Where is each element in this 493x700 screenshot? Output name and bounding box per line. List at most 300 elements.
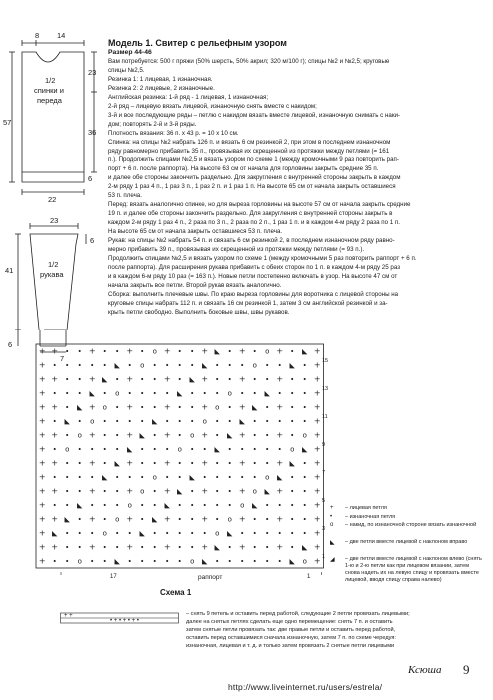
chart-cell: •: [215, 487, 220, 496]
chart-cell: +: [163, 430, 171, 440]
chart-cell: •: [115, 347, 120, 356]
chart-cell: •: [165, 473, 170, 482]
chart-cell: •: [190, 459, 195, 468]
chart-col-start: 17: [110, 574, 117, 580]
chart-cell: •: [77, 543, 82, 552]
chart-cell: +: [313, 444, 321, 454]
chart-cell: •: [115, 487, 120, 496]
chart-cell: ◣: [227, 431, 233, 440]
chart-cell: •: [140, 445, 145, 454]
instruction-line: Вам потребуется: 500 г пряжи (50% шерсть, 50% акрил; 320 м/100 г); спицы №2 и №2,5; круговые: [108, 58, 390, 65]
chart-row-number: 3: [322, 526, 326, 532]
pattern-diagrams: [0, 0, 108, 330]
stitch-chart: [30, 340, 333, 575]
chart-cell: +: [313, 528, 321, 538]
chart-cell: •: [177, 403, 182, 412]
chart-cell: •: [190, 487, 195, 496]
chart-row-number: 1: [322, 554, 326, 560]
chart-cell: o: [302, 431, 307, 440]
chart-cell: •: [165, 361, 170, 370]
chart-cell: o: [240, 501, 245, 510]
chart-cell: ◣: [139, 529, 145, 538]
chart-cell: •: [215, 417, 220, 426]
chart-cell: +: [201, 486, 209, 496]
chart-cell: •: [302, 501, 307, 510]
chart-cell: •: [65, 459, 70, 468]
chart-cell: •: [227, 417, 232, 426]
cable-note-line: оставить перед оставшимися сначала изнаночную, затем 7 п. по схеме чередуя:: [186, 635, 396, 641]
chart-cell: •: [190, 403, 195, 412]
chart-cell: •: [277, 445, 282, 454]
legend-text: – две петли вместе лицевой с наклоном влево (снять 1-ю и 2-ю петли как при лицевом вязании, затем снова надеть их на левую спицу и провязать вместе лицевой, вводя спицу справа налево): [345, 556, 482, 583]
chart-cell: ◣: [302, 347, 308, 356]
chart-cell: ◣: [239, 417, 245, 426]
chart-cell: +: [313, 472, 321, 482]
chart-cell: •: [115, 431, 120, 440]
chart-cell: •: [177, 375, 182, 384]
chart-cell: +: [163, 514, 171, 524]
chart-cell: +: [126, 486, 134, 496]
chart-cell: +: [313, 458, 321, 468]
chart-cell: o: [215, 403, 220, 412]
chart-cell: o: [265, 473, 270, 482]
chart-cell: •: [65, 361, 70, 370]
chart-cell: •: [140, 347, 145, 356]
chart-cell: +: [38, 542, 46, 552]
chart-cell: ◣: [164, 501, 170, 510]
chart-cell: •: [240, 389, 245, 398]
chart-cell: +: [38, 416, 46, 426]
cable-note-line: далее на снятых петлях сделать еще одно перемещение: снять 7 п. и оставить: [186, 619, 393, 625]
chart-cell: •: [227, 501, 232, 510]
chart-cell: +: [88, 346, 96, 356]
chart-cell: •: [290, 487, 295, 496]
chart-cell: +: [38, 500, 46, 510]
chart-cell: •: [227, 403, 232, 412]
instruction-line: Резинка 1: 1 лицевая, 1 изнаночная.: [108, 75, 213, 83]
chart-row-number: 7: [322, 470, 326, 476]
chart-cell: •: [227, 375, 232, 384]
chart-cell: •: [77, 445, 82, 454]
chart-cell: •: [290, 389, 295, 398]
chart-cell: •: [102, 459, 107, 468]
chart-cell: o: [102, 529, 107, 538]
instruction-line: Плотность вязания: 36 п. х 43 р. = 10 х 10 см.: [108, 129, 239, 137]
chart-cell: •: [202, 445, 207, 454]
chart-cell: +: [88, 486, 96, 496]
chart-cell: +: [38, 514, 46, 524]
instruction-line: Английская резинка: 1-й ряд - 1 лицевая, 1 изнаночная;: [108, 93, 269, 101]
chart-cell: •: [152, 389, 157, 398]
chart-cell: •: [215, 557, 220, 566]
chart-cell: •: [252, 375, 257, 384]
chart-cell: •: [65, 347, 70, 356]
chart-cell: +: [163, 458, 171, 468]
instruction-line: 53 п. плеча.: [108, 192, 142, 200]
chart-cell: •: [202, 473, 207, 482]
chart-cell: +: [51, 542, 59, 552]
chart-cell: •: [115, 543, 120, 552]
chart-cell: •: [152, 431, 157, 440]
chart-cell: •: [302, 487, 307, 496]
chart-cell: •: [252, 445, 257, 454]
chart-cell: •: [177, 557, 182, 566]
instruction-line: крыть петли свободно. Выполнить боковые швы, швы рукавов.: [108, 308, 290, 316]
chart-cell: •: [302, 515, 307, 524]
legend-symbol: ◣: [330, 540, 335, 546]
chart-cell: •: [65, 557, 70, 566]
chart-cell: •: [265, 557, 270, 566]
chart-cell: •: [227, 473, 232, 482]
chart-cell: •: [140, 375, 145, 384]
chart-cell: +: [38, 346, 46, 356]
chart-cell: ◣: [252, 403, 258, 412]
chart-cell: ◣: [102, 375, 108, 384]
chart-cell: •: [52, 417, 57, 426]
dim-body-right-bottom: 36: [88, 128, 97, 137]
instruction-line: Спинка: на спицы №2 набрать 126 п. и вязать 6 см резинкой 2, при этом в последнем изнаночном: [108, 138, 391, 146]
chart-cell: ◣: [152, 417, 158, 426]
instruction-line: Сборка: выполнить плечевые швы. По краю выреза горловины для воротника с лицевой стороны на: [108, 290, 399, 298]
chart-cell: +: [126, 430, 134, 440]
chart-cell: •: [102, 389, 107, 398]
chart-cell: +: [51, 346, 59, 356]
chart-cell: ◣: [214, 445, 220, 454]
chart-cell: o: [77, 557, 82, 566]
body-outline: [22, 52, 84, 182]
chart-rapport: раппорт: [198, 574, 223, 581]
chart-cell: •: [152, 403, 157, 412]
instruction-line: каждом 2-м ряду 1 раз 4 п., 2 раза по 3 п., 2 раза по 2 п., 1 раз 1 п. и в каждом 4-м ряду 2 раза по 1 п.: [108, 219, 401, 227]
chart-cell: +: [126, 542, 134, 552]
chart-cell: •: [277, 389, 282, 398]
chart-cell: ◣: [202, 557, 208, 566]
chart-cell: +: [238, 374, 246, 384]
chart-cell: +: [126, 514, 134, 524]
chart-cell: •: [102, 445, 107, 454]
chart-cell: +: [201, 346, 209, 356]
chart-cell: o: [102, 403, 107, 412]
chart-cell: •: [290, 431, 295, 440]
chart-cell: +: [313, 542, 321, 552]
chart-cell: •: [290, 515, 295, 524]
chart-cell: •: [102, 501, 107, 510]
chart-cell: +: [38, 444, 46, 454]
chart-cell: +: [238, 346, 246, 356]
chart-cell: +: [51, 374, 59, 384]
chart-cell: •: [227, 347, 232, 356]
chart-cell: +: [276, 346, 284, 356]
dim-body-label-2: спинки и: [34, 86, 64, 95]
chart-cell: •: [290, 529, 295, 538]
chart-cell: •: [302, 361, 307, 370]
chart-cell: •: [190, 501, 195, 510]
chart-cell: +: [51, 486, 59, 496]
chart-cell: •: [90, 473, 95, 482]
chart-cell: •: [265, 501, 270, 510]
dim-body-top-left: 8: [35, 31, 40, 40]
chart-cell: •: [202, 529, 207, 538]
chart-cell: •: [290, 501, 295, 510]
chart-cell: •: [115, 417, 120, 426]
chart-cell: +: [88, 514, 96, 524]
chart-cell: ◣: [289, 361, 295, 370]
chart-cell: •: [177, 529, 182, 538]
dim-body-label-3: переда: [37, 96, 62, 105]
chart-cell: •: [252, 347, 257, 356]
chart-cell: +: [38, 388, 46, 398]
chart-cell: •: [302, 417, 307, 426]
chart-cell: o: [115, 389, 120, 398]
chart-cell: o: [252, 361, 257, 370]
legend-symbol: •: [330, 514, 333, 520]
chart-cell: •: [152, 459, 157, 468]
chart-cell: •: [190, 361, 195, 370]
chart-cell: •: [227, 459, 232, 468]
chart-cell: •: [152, 375, 157, 384]
chart-cell: o: [77, 431, 82, 440]
chart-cell: •: [77, 459, 82, 468]
chart-cell: •: [140, 543, 145, 552]
chart-cell: •: [202, 389, 207, 398]
chart-cell: •: [115, 375, 120, 384]
chart-cell: +: [276, 374, 284, 384]
chart-cell: o: [152, 347, 157, 356]
chart-cell: o: [290, 445, 295, 454]
chart-cell: +: [88, 402, 96, 412]
chart-cell: ◣: [264, 389, 270, 398]
chart-cell: ◣: [289, 459, 295, 468]
chart-cell: +: [313, 416, 321, 426]
chart-cell: +: [88, 542, 96, 552]
chart-cell: •: [90, 557, 95, 566]
chart-cell: +: [313, 500, 321, 510]
chart-cell: ◣: [277, 473, 283, 482]
chart-cell: •: [302, 529, 307, 538]
chart-cell: •: [165, 389, 170, 398]
chart-cell: •: [252, 459, 257, 468]
chart-cell: •: [302, 389, 307, 398]
chart-cell: ◣: [214, 347, 220, 356]
chart-cell: ◣: [114, 361, 120, 370]
chart-cell: o: [265, 347, 270, 356]
dim-body-right-top: 23: [88, 68, 97, 77]
chart-cell: o: [140, 361, 145, 370]
chart-cell: ◣: [189, 473, 195, 482]
chart-cell: o: [227, 389, 232, 398]
instruction-line: Рукав: на спицы №2 набрать 54 п. и связать 6 см резинкой 2, в последнем изнаночном ряду равно-: [108, 237, 395, 244]
chart-cell: ◣: [114, 557, 120, 566]
chart-col-end: 1: [307, 574, 311, 580]
chart-cell: +: [313, 360, 321, 370]
chart-cell: •: [115, 403, 120, 412]
instruction-line: п.). Продолжить спицами №2,5 и вязать узором по схеме 1 (между кромочными 9 раз повторить рап-: [108, 156, 399, 164]
instruction-line: начала закрыть все петли. Второй рукав вязать аналогично.: [108, 281, 282, 289]
chart-cell: +: [201, 542, 209, 552]
chart-cell: •: [77, 417, 82, 426]
chart-cell: •: [52, 501, 57, 510]
chart-cell: •: [202, 501, 207, 510]
chart-cell: •: [240, 445, 245, 454]
chart-cell: ◣: [89, 389, 95, 398]
chart-cell: •: [77, 515, 82, 524]
chart-cell: +: [276, 458, 284, 468]
dim-body-left: 57: [3, 118, 12, 127]
chart-cell: •: [140, 417, 145, 426]
chart-cell: •: [102, 543, 107, 552]
instruction-line: и в каждом 6-м ряду 10 раз (= 163 п.). Новые петли постепенно включать в узор. На высоте 47 см от: [108, 272, 398, 280]
chart-cell: •: [277, 501, 282, 510]
chart-cell: •: [190, 543, 195, 552]
chart-cell: •: [177, 417, 182, 426]
chart-cell: +: [276, 486, 284, 496]
chart-cell: •: [152, 487, 157, 496]
legend-symbol: +: [330, 505, 334, 511]
chart-cell: ◣: [302, 543, 308, 552]
chart-cell: ◣: [77, 501, 83, 510]
chart-cell: •: [265, 445, 270, 454]
chart-cell: •: [177, 515, 182, 524]
chart-cell: •: [65, 473, 70, 482]
chart-cell: +: [126, 374, 134, 384]
chart-cell: •: [215, 431, 220, 440]
chart-cell: •: [65, 543, 70, 552]
legend-text: – изнаночная петля: [345, 514, 396, 520]
instruction-line: 3-й и все последующие ряды – петлю с накидом вязать вместе лицевой, изнаночную снимать с наки-: [108, 111, 401, 119]
chart-cell: +: [201, 514, 209, 524]
instruction-line: после раппорта). Для расширения рукава прибавить с обеих сторон по 1 п. в каждом 4-м ряду 25 раз: [108, 263, 401, 271]
chart-cell: •: [252, 529, 257, 538]
chart-cell: •: [152, 529, 157, 538]
chart-cell: •: [77, 375, 82, 384]
chart-cell: ◣: [289, 557, 295, 566]
chart-cell: •: [190, 445, 195, 454]
chart-cell: +: [238, 402, 246, 412]
chart-cell: •: [102, 417, 107, 426]
chart-cell: •: [65, 389, 70, 398]
dim-body-rib: 6: [88, 174, 93, 183]
source-url[interactable]: http://www.liveinternet.ru/users/estrela/: [228, 682, 383, 692]
dim-sleeve-left: 41: [5, 266, 14, 275]
chart-cell: ◣: [64, 417, 70, 426]
chart-cell: •: [290, 473, 295, 482]
sleeve-outline: [30, 234, 78, 330]
chart-cell: •: [177, 543, 182, 552]
dim-sleeve-label-2: рукава: [40, 270, 64, 279]
chart-cell: •: [77, 347, 82, 356]
chart-cell: ◣: [114, 459, 120, 468]
chart-cell: •: [302, 375, 307, 384]
chart-cell: +: [51, 430, 59, 440]
chart-cell: •: [227, 445, 232, 454]
chart-cell: •: [127, 473, 132, 482]
chart-cell: •: [165, 557, 170, 566]
chart-cell: •: [177, 501, 182, 510]
chart-cell: •: [65, 487, 70, 496]
chart-cell: +: [313, 556, 321, 566]
chart-cell: •: [265, 529, 270, 538]
instruction-line: порт + 6 п. после раппорта). На высоте 63 см от начала для горловины закрыть средние 35 п.: [108, 165, 379, 173]
chart-cell: o: [215, 529, 220, 538]
chart-cell: ◣: [139, 431, 145, 440]
chart-cell: •: [265, 543, 270, 552]
chart-cell: •: [77, 473, 82, 482]
chart-cell: •: [152, 445, 157, 454]
chart-cell: •: [77, 389, 82, 398]
chart-cell: •: [115, 501, 120, 510]
chart-cell: •: [190, 529, 195, 538]
instruction-line: На высоте 65 см от начала закрыть оставшиеся 53 п. плеча.: [108, 228, 283, 236]
chart-cell: •: [215, 389, 220, 398]
chart-cell: •: [215, 361, 220, 370]
chart-cell: •: [265, 459, 270, 468]
chart-cell: •: [177, 459, 182, 468]
dim-body-label-1: 1/2: [45, 76, 56, 85]
chart-cell: •: [65, 501, 70, 510]
chart-cell: •: [165, 529, 170, 538]
chart-cell: •: [190, 417, 195, 426]
chart-cell: +: [201, 430, 209, 440]
svg-text:• + • + • + •: • + • + • + •: [110, 618, 139, 624]
chart-cell: •: [290, 347, 295, 356]
chart-cell: +: [126, 346, 134, 356]
chart-cell: ◣: [264, 487, 270, 496]
chart-cell: +: [238, 458, 246, 468]
chart-cell: •: [290, 403, 295, 412]
chart-row-number: 9: [322, 442, 326, 448]
chart-cell: •: [52, 361, 57, 370]
chart-cell: +: [313, 514, 321, 524]
chart-cell: ◣: [202, 361, 208, 370]
chart-cell: +: [126, 402, 134, 412]
chart-cell: +: [313, 402, 321, 412]
chart-cell: •: [140, 515, 145, 524]
chart-cell: •: [127, 389, 132, 398]
dim-body-bottom: 22: [48, 195, 57, 204]
chart-cell: o: [202, 417, 207, 426]
chart-cell: •: [115, 529, 120, 538]
chart-cell: •: [102, 487, 107, 496]
chart-caption: Схема 1: [160, 588, 192, 597]
chart-cell: +: [38, 402, 46, 412]
cable-note-line: – снять 9 петель и оставить перед работой, следующие 2 петли провязать лицевыми;: [186, 611, 410, 617]
chart-cell: ◣: [177, 389, 183, 398]
chart-cell: •: [265, 361, 270, 370]
page-number: 9: [463, 662, 470, 677]
chart-cell: •: [227, 361, 232, 370]
chart-cell: o: [190, 431, 195, 440]
chart-cell: •: [65, 529, 70, 538]
chart-cell: •: [52, 389, 57, 398]
chart-cell: •: [277, 361, 282, 370]
instruction-line: Резинка 2: 2 лицевые, 2 изнаночные.: [108, 84, 215, 92]
svg-text:+ +: + +: [64, 613, 73, 619]
chart-cell: •: [265, 417, 270, 426]
dim-body-top-right: 14: [57, 31, 66, 40]
chart-cell: +: [88, 374, 96, 384]
chart-cell: •: [102, 515, 107, 524]
cable-note-line: затем снятые петли провязать так: две правые петли и оставить перед работой,: [186, 627, 396, 633]
chart-cell: •: [177, 347, 182, 356]
chart-cell: +: [201, 374, 209, 384]
chart-cell: •: [90, 529, 95, 538]
chart-cell: +: [313, 374, 321, 384]
legend-text: – две петли вместе лицевой с наклоном вправо: [345, 539, 468, 545]
instruction-line: круговые спицы набрать 112 п. и связать 16 см резинкой 1, затем 3 см английской резинкой и за-: [108, 299, 388, 307]
instruction-line: 2-м ряду 1 раз 4 п., 1 раз 3 п., 1 раз 2 п. и 1 раз 1 п. На высоте 65 см от начала закрыть оставшиеся: [108, 183, 396, 191]
chart-cell: •: [102, 557, 107, 566]
chart-cell: o: [90, 417, 95, 426]
